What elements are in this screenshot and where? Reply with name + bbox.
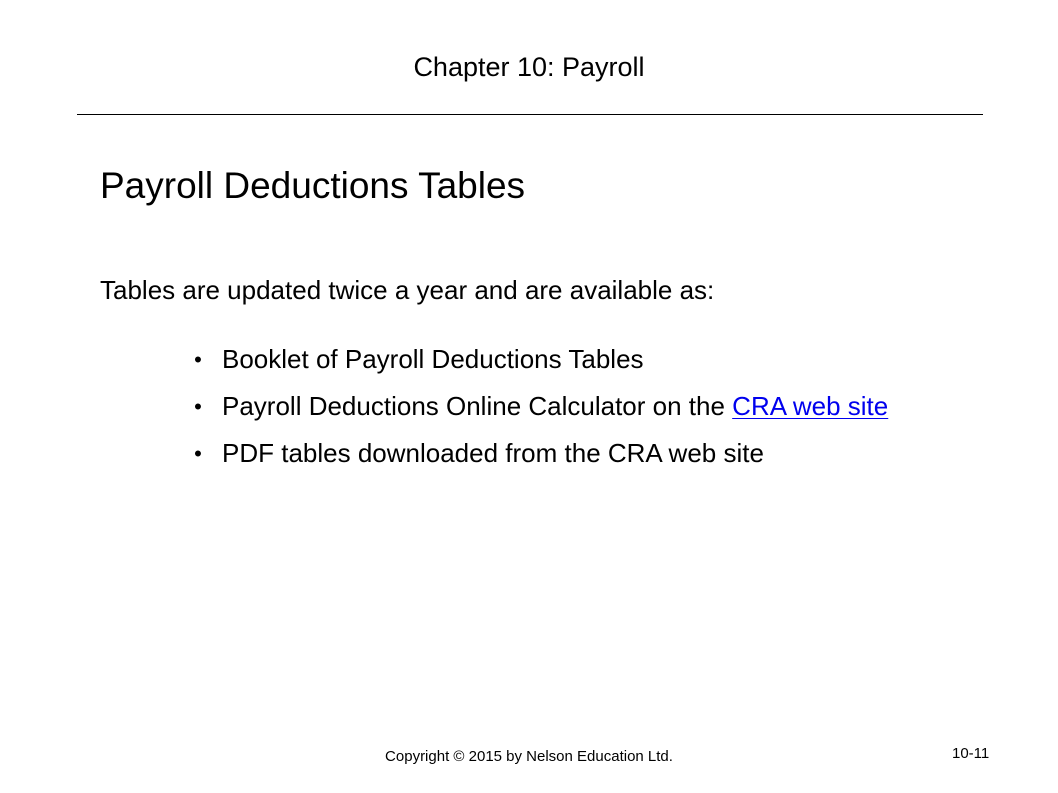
bullet-list (188, 340, 968, 481)
bullet-icon: • (194, 347, 202, 372)
list-item (188, 434, 968, 473)
slide-title: Payroll Deductions Tables (100, 165, 526, 206)
bullet-text: Payroll Deductions Online Calculator on the (222, 391, 733, 421)
header-divider (77, 114, 983, 115)
bullet-icon: • (194, 441, 202, 466)
chapter-header: Chapter 10: Payroll (413, 52, 645, 82)
list-item (188, 387, 968, 426)
intro-text: Tables are updated twice a year and are available as: (100, 275, 715, 305)
bullet-text: Booklet of Payroll Deductions Tables (222, 344, 644, 374)
bullet-text: PDF tables downloaded from the CRA web site (222, 438, 764, 468)
copyright-notice: Copyright © 2015 by Nelson Education Ltd. (385, 748, 673, 765)
bullet-icon: • (194, 394, 202, 419)
cra-web-site-link[interactable]: CRA web site (732, 391, 889, 421)
slide-number: 10-11 (952, 745, 990, 762)
list-item (188, 340, 968, 379)
